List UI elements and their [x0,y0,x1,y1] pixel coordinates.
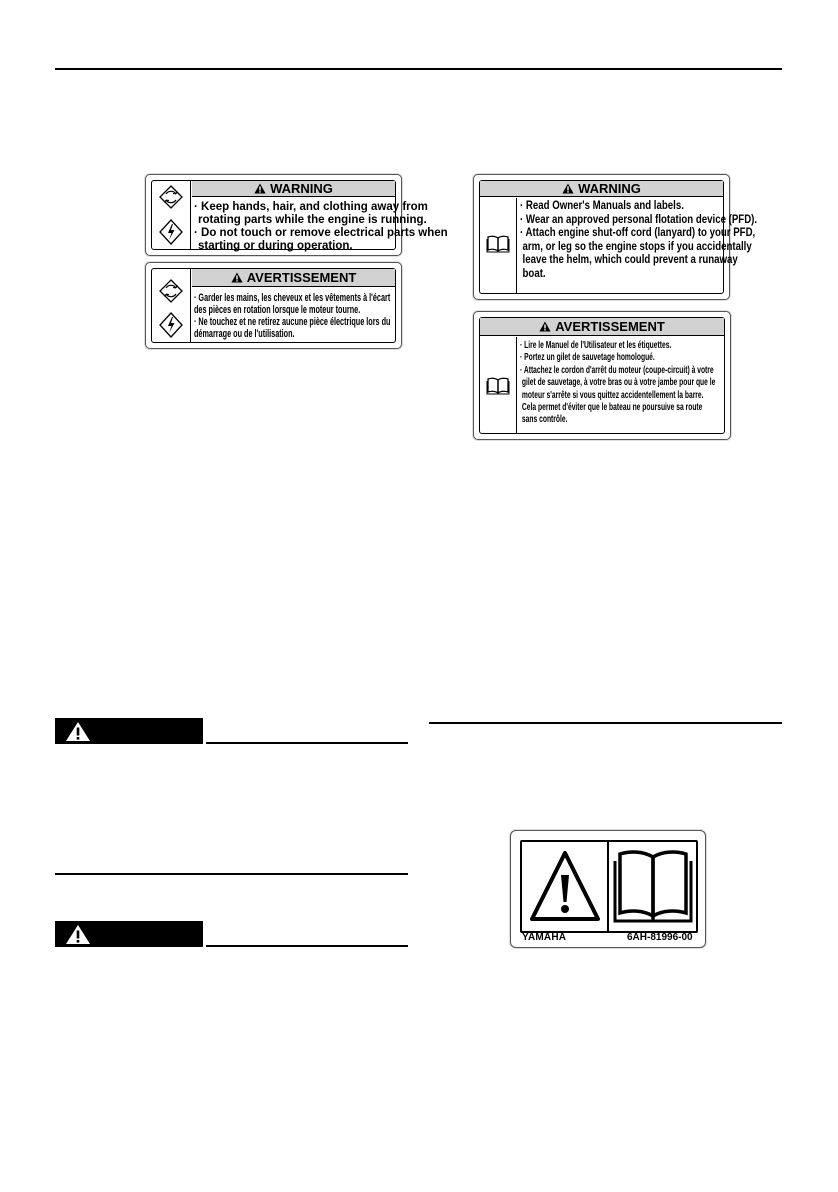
warning-right-line-3: · Attach engine shut-off cord (lanyard) to your PFD, [520,227,756,240]
warning-right-line-1: · Read Owner's Manuals and labels. [520,200,684,212]
avertissement-label-icons [152,269,191,342]
warning-right-line-4: arm, or leg so the engine stops if you accidentally [522,240,752,253]
pictogram-divider [607,842,609,931]
avertissement-label-owners-manual [473,311,731,440]
warning-right-line-5: leave the helm, which could prevent a runaway [522,254,738,267]
owners-manual-book-icon [612,847,694,927]
yamaha-pictogram-label [510,830,706,948]
warning-label-text [520,198,758,293]
warning-triangle-icon [539,321,551,332]
warning-banner [55,718,203,744]
avert-line-3: · Ne touchez et ne retirez aucune pièce électrique lors du [194,316,391,328]
warning-triangle-icon [231,272,243,283]
avert-right-line-1: · Lire le Manuel de l'Utilisateur et les étiquettes. [520,339,672,351]
avert-right-line-7: sans contrôle. [521,413,568,426]
warning-label-rotating-parts [145,174,448,256]
section-rule [429,722,782,724]
avert-line-1: · Garder les mains, les cheveux et les vêtements à l'écart [194,292,391,304]
warning-line-2: rotating parts while the engine is running. [198,214,427,226]
warning-triangle-icon [562,183,574,194]
pictogram-frame [520,840,698,933]
avert-right-line-3: · Attachez le cordon d'arrêt du moteur (coupe-circuit) à votre [520,363,714,376]
warning-exclamation-icon [65,721,91,742]
warning-banner [55,921,203,947]
warning-banner-rule [206,742,408,744]
owners-manual-book-icon [486,235,510,253]
avert-right-line-5: moteur s'arrête si vous quittez accidentellement la barre. [521,388,704,401]
warning-label-icons [480,198,517,293]
warning-triangle-icon [254,183,266,194]
warning-right-line-6: boat. [522,267,546,280]
part-number: 6AH-81996-00 [627,932,693,943]
warning-label-title: WARNING [270,181,333,196]
warning-line-4: starting or during operation. [198,240,353,252]
avertissement-label-title: AVERTISSEMENT [246,270,357,285]
avert-right-line-2: · Portez un gilet de sauvetage homologué. [520,351,655,364]
avert-right-line-4: gilet de sauvetage, à votre bras ou à votre jambe pour que le [521,376,716,389]
avertissement-label-rotating-parts [145,262,402,349]
avertissement-label-header [192,269,395,287]
warning-right-line-2: · Wear an approved personal flotation device (PFD). [520,213,758,226]
warning-line-3: · Do not touch or remove electrical parts when [194,227,448,239]
avertissement-label-header [480,318,724,336]
warning-line-1: · Keep hands, hair, and clothing away from [194,201,428,213]
header-rule [55,68,782,70]
warning-label-owners-manual [473,174,758,300]
warning-label-icons [152,181,191,249]
warning-exclamation-icon [525,847,605,927]
rotating-parts-icon [159,279,183,303]
section-end-rule [55,873,408,875]
avert-right-line-6: Cela permet d'éviter que le bateau ne poursuive sa route [521,401,703,414]
avert-line-2: des pièces en rotation lorsque le moteur tourne. [194,304,361,316]
avert-line-4: démarrage ou de l'utilisation. [194,328,295,340]
avertissement-label-title: AVERTISSEMENT [555,319,665,334]
avertissement-label-icons [480,337,517,433]
electrical-hazard-icon [159,312,183,338]
warning-label-header [480,181,723,197]
electrical-hazard-icon [159,219,183,245]
warning-label-header [192,181,395,197]
warning-label-text [194,198,448,252]
rotating-parts-icon [159,185,183,209]
warning-banner-rule [206,945,408,947]
avertissement-label-text [520,337,724,433]
warning-label-title: WARNING [578,181,641,196]
owners-manual-book-icon [486,377,510,395]
warning-exclamation-icon [65,924,91,945]
yamaha-brand: YAMAHA [522,932,567,943]
avertissement-label-text [194,288,395,342]
